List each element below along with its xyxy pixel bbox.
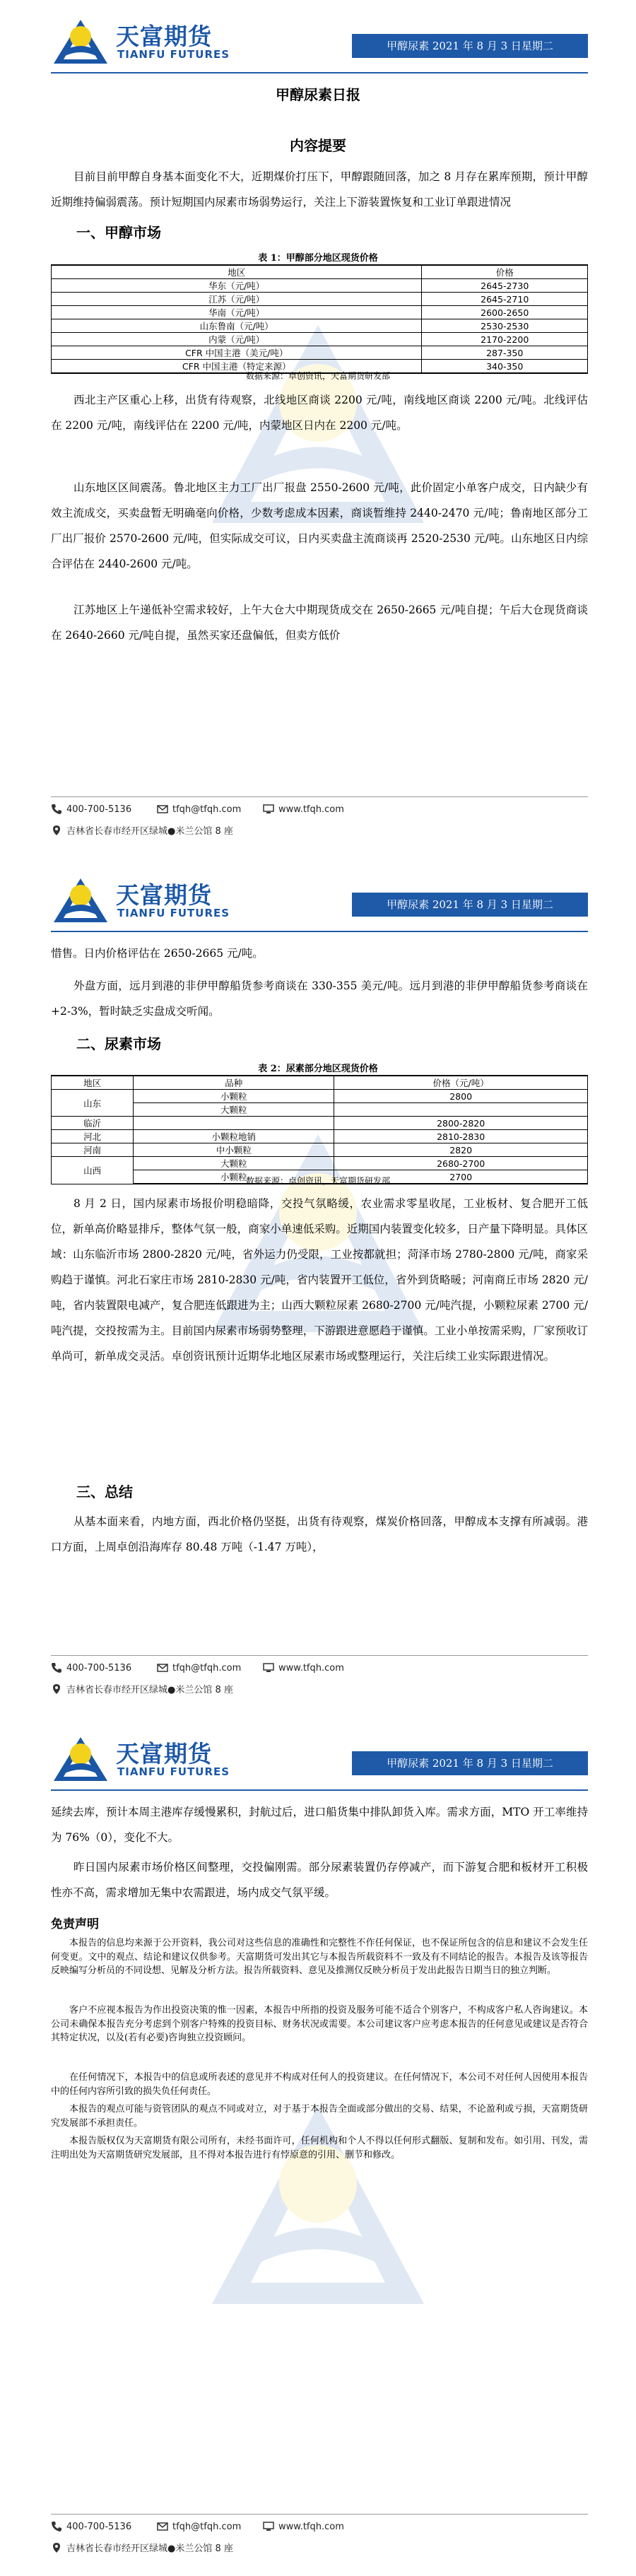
table-cell: 2800 xyxy=(334,1090,588,1103)
footer-address-text: 吉林省长春市经开区绿城●米兰公馆 8 座 xyxy=(66,826,233,837)
urea-price-table xyxy=(51,1075,588,1184)
table1-source: 数据来源：卓创资讯，天富期货研发部 xyxy=(245,371,390,381)
logo-english-name: TIANFU FUTURES xyxy=(117,907,230,919)
table-cell: 内蒙（元/吨） xyxy=(52,333,422,346)
footer-address-text: 吉林省长春市经开区绿城●米兰公馆 8 座 xyxy=(66,1685,233,1695)
header-divider xyxy=(51,931,588,932)
footer-phone-text: 400-700-5136 xyxy=(66,1662,132,1674)
page-footer xyxy=(51,2514,588,2556)
footer-email xyxy=(157,804,241,815)
footer-address xyxy=(51,1682,233,1695)
header-divider xyxy=(51,72,588,73)
table2-caption: 表 2：尿素部分地区现货价格 xyxy=(258,1064,378,1074)
table-cell: 2645-2730 xyxy=(422,279,588,293)
footer-website-text: www.tfqh.com xyxy=(278,1662,344,1674)
monitor-icon xyxy=(263,804,274,815)
table-cell: 中小颗粒 xyxy=(134,1143,334,1157)
report-title: 甲醇尿素日报 xyxy=(276,86,360,103)
disclaimer-paragraph: 本报告的观点可能与资管团队的观点不同或对立，对于基于本报告全面或部分做出的交易、结果，不论盈利或亏损，天富期货研究发展部不承担责任。 xyxy=(51,2104,588,2129)
footer-address xyxy=(51,823,233,837)
summary-fundamentals-paragraph-cont: 延续去库，预计本周主港库存缓慢累积，封航过后，进口船货集中排队卸货入库。需求方面，MTO 开工率维持为 76%（0），变化不大。 xyxy=(51,1806,588,1844)
table-row xyxy=(52,293,588,306)
footer-divider xyxy=(51,2514,588,2515)
footer-email-text: tfqh@tfqh.com xyxy=(172,2521,242,2532)
logo-english-name: TIANFU FUTURES xyxy=(117,1765,230,1778)
footer-phone xyxy=(51,1662,131,1674)
page-header xyxy=(51,14,588,71)
table-cell: 河北 xyxy=(52,1130,134,1143)
page-footer xyxy=(51,1655,588,1698)
table-row xyxy=(52,279,588,293)
table-cell: 河南 xyxy=(52,1143,134,1157)
table-cell: 小颗粒 xyxy=(134,1090,334,1103)
footer-email xyxy=(157,2521,241,2532)
logo-english-name: TIANFU FUTURES xyxy=(117,48,230,61)
phone-icon xyxy=(51,804,62,815)
table2-header-region: 地区 xyxy=(52,1076,134,1090)
methanol-jiangsu-paragraph-cont: 惜售。日内价格评估在 2650-2665 元/吨。 xyxy=(51,947,264,960)
email-icon xyxy=(157,1662,168,1674)
footer-divider xyxy=(51,1655,588,1656)
disclaimer-paragraph: 在任何情况下，本报告中的信息或所表述的意见并不构成对任何人的投资建议。在任何情况下，本公司不对任何人因使用本报告中的任何内容所引致的损失负任何责任。 xyxy=(51,2072,588,2097)
footer-divider xyxy=(51,796,588,797)
section-urea-heading: 二、尿素市场 xyxy=(76,1035,161,1052)
footer-address-text: 吉林省长春市经开区绿城●米兰公馆 8 座 xyxy=(66,2543,233,2554)
summary-fundamentals-paragraph: 从基本面来看，内地方面，西北价格仍坚挺，出货有待观察，煤炭价格回落，甲醇成本支撑有所减弱。港口方面，上周卓创沿海库存 80.48 万吨（-1.47 万吨）， xyxy=(51,1515,588,1553)
date-banner: 甲醇尿素 2021 年 8 月 3 日星期二 xyxy=(352,34,588,58)
table-cell: CFR 中国主港（美元/吨） xyxy=(52,346,422,360)
logo-mark-icon xyxy=(51,876,110,925)
logo-mark-icon xyxy=(51,17,110,66)
footer-email xyxy=(157,1662,241,1674)
table2-header-price: 价格（元/吨） xyxy=(334,1076,588,1090)
date-banner: 甲醇尿素 2021 年 8 月 3 日星期二 xyxy=(352,1751,588,1775)
watermark-logo-icon xyxy=(205,2099,431,2311)
logo-chinese-name: 天富期货 xyxy=(116,1740,212,1768)
urea-market-paragraph: 8 月 2 日，国内尿素市场报价明稳暗降，交投气氛略缓，农业需求零星收尾，工业板材、复合肥开工低位，新单高价略显排斥，整体气氛一般，商家小单速低采购。近期国内装置变化较多，日产量下降明显。具体区域：山东临沂市场 2800-2820 元/吨，省外运力仍受限，工业按都就担；菏泽市场 2780-2800 元/吨，商家采购趋于谨慎。河北石家庄市场 2810-2830 元/吨，省内装置开工低位，省外到货略暖；河南商丘市场 2820 元/吨，省内装置限电减产，复合肥连低跟进为主；山西大颗粒尿素 2680-2700 元/吨汽提，小颗粒尿素 2700 元/吨汽提，交投按需为主。目前国内尿素市场弱势整理，下游跟进意愿趋于谨慎。工业小单按需采购，厂家预收订单尚可，新单成交灵活。卓创资讯预计近期华北地区尿素市场或整理运行，关注后续工业实际跟进情况。 xyxy=(51,1197,588,1363)
table-cell: 2530-2530 xyxy=(422,319,588,333)
table-row xyxy=(52,1157,588,1170)
summary-urea-paragraph: 昨日国内尿素市场价格区间整理，交投偏刚需。部分尿素装置仍存停减产，而下游复合肥和板材开工积极性亦不高，需求增加无集中农需跟进，场内成交气氛平缓。 xyxy=(51,1861,588,1899)
table-cell: 小颗粒 xyxy=(134,1170,334,1184)
footer-website xyxy=(263,804,344,815)
footer-phone xyxy=(51,2521,131,2532)
page-2 xyxy=(0,859,636,1717)
disclaimer-paragraph: 本报告版权仅为天富期货有限公司所有，未经书面许可，任何机构和个人不得以任何形式翻版、复制和发布。如引用、刊发，需注明出处为天富期货研究发展部，且不得对本报告进行有悖原意的引用、删节和修改。 xyxy=(51,2136,588,2160)
table-cell: 287-350 xyxy=(422,346,588,360)
table-cell: 华东（元/吨） xyxy=(52,279,422,293)
table-cell: 临沂 xyxy=(52,1117,134,1130)
page-footer xyxy=(51,796,588,839)
table-cell: 山西 xyxy=(52,1157,134,1184)
methanol-northwest-paragraph: 西北主产区重心上移，出货有待观察，北线地区商谈 2200 元/吨，南线地区商谈 2200 元/吨。北线评估在 2200 元/吨，南线评估在 2200 元/吨，内蒙地区日内在 2200 元/吨。 xyxy=(51,394,588,432)
table-cell: 2600-2650 xyxy=(422,306,588,319)
date-banner: 甲醇尿素 2021 年 8 月 3 日星期二 xyxy=(352,893,588,917)
table-cell: 山东鲁南（元/吨） xyxy=(52,319,422,333)
email-icon xyxy=(157,2521,168,2532)
table-cell: 2810-2830 xyxy=(334,1130,588,1143)
disclaimer-paragraph: 客户不应视本报告为作出投资决策的惟一因素，本报告中所指的投资及服务可能不适合个别客户，不构成客户私人咨询建议。本公司未确保本报告充分考虑到个别客户特殊的投资目标、财务状况或需要。本公司建议客户应考虑本报告的任何意见或建议是否符合其特定状况，以及(若有必要)咨询独立投资顾问。 xyxy=(51,2005,588,2043)
summary-paragraph: 目前目前甲醇自身基本面变化不大，近期煤价打压下，甲醇跟随回落，加之 8 月存在累库预期，预计甲醇近期维持偏弱震荡。预计短期国内尿素市场弱势运行，关注上下游装置恢复和工业订单跟进情况 xyxy=(51,170,588,208)
monitor-icon xyxy=(263,1662,274,1674)
summary-heading: 内容提要 xyxy=(290,137,346,154)
table-cell: 2700 xyxy=(334,1170,588,1184)
table-row xyxy=(52,1117,588,1130)
footer-email-text: tfqh@tfqh.com xyxy=(172,1662,242,1674)
monitor-icon xyxy=(263,2521,274,2532)
location-pin-icon xyxy=(51,825,62,836)
table-cell: 2800-2820 xyxy=(334,1117,588,1130)
table-cell xyxy=(334,1103,588,1117)
disclaimer-heading: 免责声明 xyxy=(51,1917,99,1931)
table-row xyxy=(52,1090,588,1103)
location-pin-icon xyxy=(51,1683,62,1695)
page-3 xyxy=(0,1717,636,2576)
footer-phone-text: 400-700-5136 xyxy=(66,804,132,815)
table-cell xyxy=(134,1117,334,1130)
logo-chinese-name: 天富期货 xyxy=(116,23,212,50)
section-methanol-heading: 一、甲醇市场 xyxy=(76,224,161,241)
header-divider xyxy=(51,1789,588,1791)
location-pin-icon xyxy=(51,2542,62,2553)
footer-address xyxy=(51,2541,233,2554)
table1-header-region: 地区 xyxy=(52,265,422,279)
methanol-external-paragraph: 外盘方面，远月到港的非伊甲醇船货参考商谈在 330-355 美元/吨。远月到港的非伊甲醇船货参考商谈在+2-3%，暂时缺乏实盘成交听闻。 xyxy=(51,980,588,1018)
company-logo xyxy=(51,17,263,68)
table-cell: 大颗粒 xyxy=(134,1103,334,1117)
footer-phone xyxy=(51,804,131,815)
table-cell: 2680-2700 xyxy=(334,1157,588,1170)
table-row xyxy=(52,306,588,319)
methanol-jiangsu-paragraph: 江苏地区上午递低补空需求较好，上午大仓大中期现货成交在 2650-2665 元/吨自提；午后大仓现货商谈在 2640-2660 元/吨自提，虽然买家还盘偏低，但卖方低价 xyxy=(51,604,588,642)
footer-website-text: www.tfqh.com xyxy=(278,2521,344,2532)
disclaimer-paragraph: 本报告的信息均来源于公开资料，我公司对这些信息的准确性和完整性不作任何保证，也不保证所包含的信息和建议不会发生任何变更。文中的观点、结论和建议仅供参考。天富期货可发出其它与本报告所载资料不一致及有不同结论的报告。本报告及该等报告反映编写分析员的不同设想、见解及分析方法。报告所载资料、意见及推测仅反映分析员于发出此报告日期当日的独立判断。 xyxy=(51,1938,588,1976)
table-cell: 2170-2200 xyxy=(422,333,588,346)
email-icon xyxy=(157,804,168,815)
footer-website xyxy=(263,2521,344,2532)
table-cell: 华南（元/吨） xyxy=(52,306,422,319)
table-cell: 江苏（元/吨） xyxy=(52,293,422,306)
table-row xyxy=(52,1143,588,1157)
table-row xyxy=(52,346,588,360)
phone-icon xyxy=(51,1662,62,1674)
table-row xyxy=(52,319,588,333)
table-row xyxy=(52,1130,588,1143)
table-cell: 2645-2710 xyxy=(422,293,588,306)
company-logo xyxy=(51,1734,263,1785)
methanol-shandong-paragraph: 山东地区区间震荡。鲁北地区主力工厂出厂报盘 2550-2600 元/吨，此价固定小单客户成交，日内缺少有效主流成交，买卖盘暂无明确毫向价格，少数考虑成本因素，商谈暂维持 2440-2470 元/吨；鲁南地区部分工厂出厂报价 2570-2600 元/吨，但实际成交可议，日内买卖盘主流商谈再 2520-2530 元/吨。山东地区日内综合评估在 2440-2600 元/吨。 xyxy=(51,481,588,570)
section-summary-heading: 三、总结 xyxy=(76,1483,133,1500)
page-header xyxy=(51,873,588,929)
footer-website xyxy=(263,1662,344,1674)
table1-header-price: 价格 xyxy=(422,265,588,279)
company-logo xyxy=(51,876,263,927)
table-cell: 大颗粒 xyxy=(134,1157,334,1170)
table-cell: 2820 xyxy=(334,1143,588,1157)
footer-email-text: tfqh@tfqh.com xyxy=(172,804,242,815)
logo-chinese-name: 天富期货 xyxy=(116,881,212,909)
table2-header-variety: 品种 xyxy=(134,1076,334,1090)
page-header xyxy=(51,1731,588,1788)
table1-caption: 表 1：甲醇部分地区现货价格 xyxy=(258,253,378,264)
logo-mark-icon xyxy=(51,1734,110,1784)
table2-source: 数据来源：卓创资讯，天富期货研发部 xyxy=(245,1176,390,1186)
page-1 xyxy=(0,0,636,859)
methanol-price-table xyxy=(51,264,588,374)
table-cell: 山东 xyxy=(52,1090,134,1117)
table-cell: 小颗粒地销 xyxy=(134,1130,334,1143)
table-cell: CFR 中国主港（特定来源） xyxy=(52,360,422,374)
phone-icon xyxy=(51,2521,62,2532)
footer-phone-text: 400-700-5136 xyxy=(66,2521,132,2532)
table-row xyxy=(52,333,588,346)
footer-website-text: www.tfqh.com xyxy=(278,804,344,815)
table-cell: 340-350 xyxy=(422,360,588,374)
